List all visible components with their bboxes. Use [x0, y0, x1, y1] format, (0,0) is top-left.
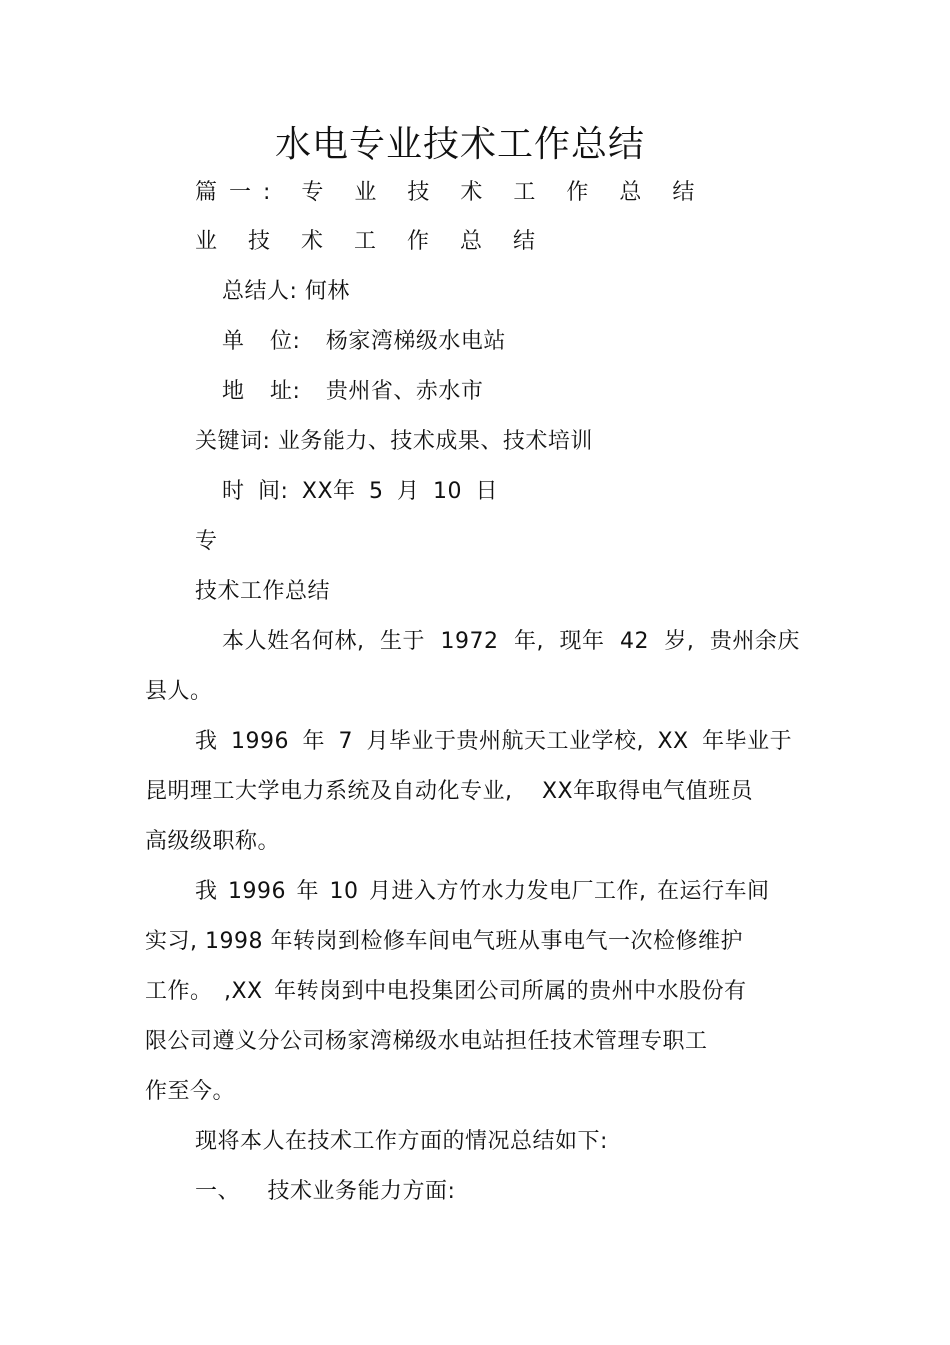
paragraph-line: 县人。	[145, 679, 213, 704]
paragraph-line: 我 1996 年 10 月进入方竹水力发电厂工作, 在运行车间	[195, 879, 770, 904]
paragraph-line: 实习, 1998 年转岗到检修车间电气班从事电气一次检修维护	[145, 929, 743, 954]
document-title: 水电专业技术工作总结	[274, 124, 645, 165]
paragraph-line: 现将本人在技术工作方面的情况总结如下:	[195, 1129, 608, 1154]
author-line: 总结人: 何林	[222, 279, 350, 304]
paragraph-line: 我 1996 年 7 月毕业于贵州航天工业学校, XX 年毕业于	[195, 729, 793, 754]
paragraph-line: 工作。 ,XX 年转岗到中电投集团公司所属的贵州中水股份有	[145, 979, 747, 1004]
paragraph-line: 本人姓名何林, 生于 1972 年, 现年 42 岁, 贵州余庆	[222, 629, 800, 654]
section-heading: 一、 技术业务能力方面:	[195, 1179, 456, 1204]
section-heading: 篇一: 专 业 技 术 工 作 总 结	[195, 180, 707, 205]
paragraph-line: 昆明理工大学电力系统及自动化专业, XX年取得电气值班员	[145, 779, 754, 804]
paragraph-line: 高级级职称。	[145, 829, 281, 854]
unit-line: 单 位: 杨家湾梯级水电站	[222, 329, 506, 354]
paragraph-line: 作至今。	[145, 1079, 236, 1104]
subheading: 业 技 术 工 作 总 结	[195, 229, 547, 254]
paragraph-line: 限公司遵义分公司杨家湾梯级水电站担任技术管理专职工	[145, 1029, 708, 1054]
address-line: 地 址: 贵州省、赤水市	[222, 379, 484, 404]
text-line: 技术工作总结	[195, 579, 331, 604]
date-line: 时 间: XX年 5 月 10 日	[222, 479, 499, 504]
keywords-line: 关键词: 业务能力、技术成果、技术培训	[195, 429, 593, 454]
text-line: 专	[195, 529, 218, 554]
